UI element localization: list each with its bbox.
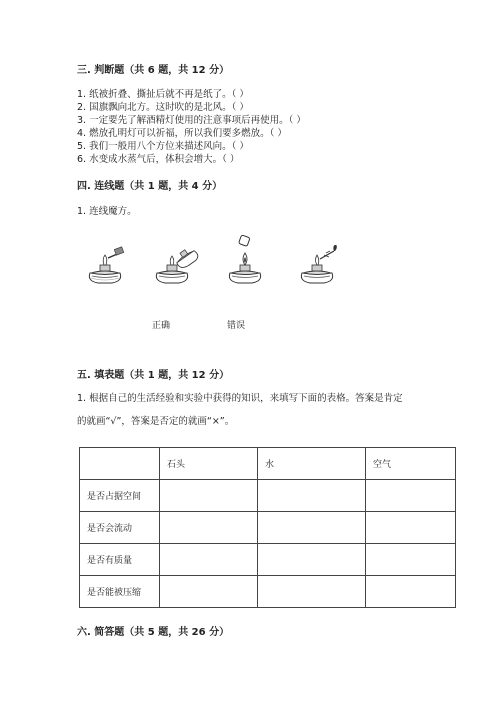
table-row bbox=[80, 480, 456, 512]
answer-cell[interactable] bbox=[160, 544, 258, 576]
table-row bbox=[80, 576, 456, 608]
row-label-compress: 是否能被压缩 bbox=[80, 576, 160, 608]
judgement-item-3: 3. 一定要先了解酒精灯使用的注意事项后再使用。（ ） bbox=[77, 115, 306, 126]
section-5-heading: 五. 填表题（共 1 题，共 12 分） bbox=[77, 370, 230, 381]
judgement-item-6: 6. 水变成水蒸气后，体积会增大。（ ） bbox=[77, 154, 240, 165]
answer-cell[interactable] bbox=[258, 576, 366, 608]
table-header-empty bbox=[80, 448, 160, 480]
table-header-stone: 石头 bbox=[160, 448, 258, 480]
answer-cell[interactable] bbox=[366, 576, 456, 608]
judgement-item-4: 4. 燃放孔明灯可以祈福，所以我们要多燃放。（ ） bbox=[77, 128, 287, 139]
alcohol-lamp-illustration-3 bbox=[222, 233, 268, 287]
answer-cell[interactable] bbox=[366, 480, 456, 512]
answer-cell[interactable] bbox=[160, 480, 258, 512]
answer-table bbox=[79, 447, 456, 608]
answer-cell[interactable] bbox=[258, 512, 366, 544]
matching-question: 1. 连线魔方。 bbox=[77, 206, 137, 217]
label-correct: 正确 bbox=[152, 321, 171, 331]
answer-cell[interactable] bbox=[366, 544, 456, 576]
judgement-item-2: 2. 国旗飘向北方。这时吹的是北风。（ ） bbox=[77, 102, 249, 113]
judgement-item-1: 1. 纸被折叠、撕扯后就不再是纸了。（ ） bbox=[77, 89, 249, 100]
section-4-heading: 四. 连线题（共 1 题，共 4 分） bbox=[77, 181, 223, 192]
table-header-air: 空气 bbox=[366, 448, 456, 480]
row-label-mass: 是否有质量 bbox=[80, 544, 160, 576]
answer-cell[interactable] bbox=[366, 512, 456, 544]
answer-cell[interactable] bbox=[160, 576, 258, 608]
row-label-flow: 是否会流动 bbox=[80, 512, 160, 544]
table-question-line-2: 的就画“√”，答案是否定的就画“×”。 bbox=[77, 416, 235, 427]
table-row bbox=[80, 544, 456, 576]
label-wrong: 错误 bbox=[227, 321, 246, 331]
table-header-water: 水 bbox=[258, 448, 366, 480]
table-row bbox=[80, 512, 456, 544]
section-3-heading: 三. 判断题（共 6 题，共 12 分） bbox=[77, 65, 230, 76]
answer-cell[interactable] bbox=[258, 544, 366, 576]
table-header-row bbox=[80, 448, 456, 480]
judgement-item-5: 5. 我们一般用八个方位来描述风向。（ ） bbox=[77, 141, 249, 152]
section-6-heading: 六. 简答题（共 5 题，共 26 分） bbox=[77, 627, 230, 638]
answer-cell[interactable] bbox=[160, 512, 258, 544]
row-label-occupy-space: 是否占据空间 bbox=[80, 480, 160, 512]
table-question-line-1: 1. 根据自己的生活经验和实验中获得的知识，来填写下面的表格。答案是肯定 bbox=[77, 393, 403, 404]
answer-cell[interactable] bbox=[258, 480, 366, 512]
alcohol-lamp-illustration-2 bbox=[153, 245, 199, 287]
alcohol-lamp-illustration-4 bbox=[296, 245, 342, 287]
alcohol-lamp-illustration-1 bbox=[82, 245, 128, 287]
